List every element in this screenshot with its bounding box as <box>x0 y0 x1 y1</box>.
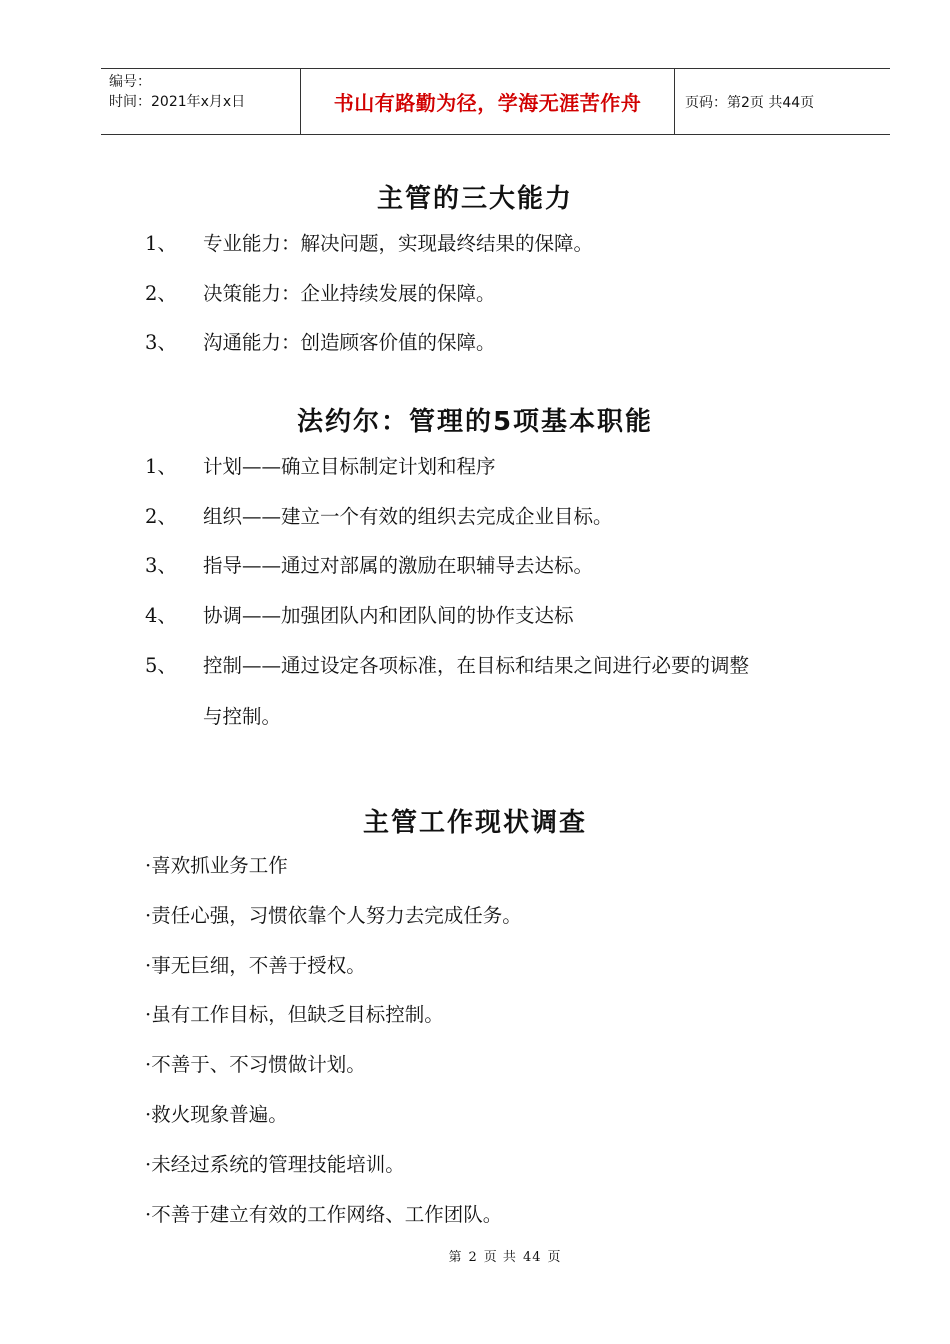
item-text: 沟通能力：创造顾客价值的保障。 <box>203 331 496 354</box>
item-text: 协调——加强团队内和团队间的协作支达标 <box>203 604 574 627</box>
survey-item: ·救火现象普遍。 <box>145 1103 288 1126</box>
item-text: 指导——通过对部属的激励在职辅导去达标。 <box>203 554 594 577</box>
item-text: 专业能力：解决问题，实现最终结果的保障。 <box>203 232 594 255</box>
item-text: 决策能力：企业持续发展的保障。 <box>203 282 496 305</box>
item-number: 1、 <box>145 232 177 255</box>
survey-item: ·喜欢抓业务工作 <box>145 854 288 877</box>
item-text: 控制——通过设定各项标准，在目标和结果之间进行必要的调整 <box>203 654 750 677</box>
header-motto: 书山有路勤为径，学海无涯苦作舟 <box>301 69 675 134</box>
survey-item: ·不善于、不习惯做计划。 <box>145 1053 366 1076</box>
document-number-label: 编号： <box>109 74 151 90</box>
section2-title: 法约尔：管理的5项基本职能 <box>296 407 654 437</box>
footer-page-number: 2 <box>468 1250 478 1265</box>
item-number: 1、 <box>145 455 177 478</box>
item-number: 2、 <box>145 505 177 528</box>
item-number: 3、 <box>145 331 177 354</box>
item-text-continuation: 与控制。 <box>203 705 282 728</box>
footer-mid: 页 共 <box>483 1250 517 1265</box>
section1-title: 主管的三大能力 <box>376 184 573 214</box>
footer-prefix: 第 <box>448 1250 463 1265</box>
item-number: 5、 <box>145 654 177 677</box>
survey-item: ·不善于建立有效的工作网络、工作团队。 <box>145 1203 503 1226</box>
header-meta <box>101 69 301 134</box>
header-page-code: 页码：第2页 共44页 <box>685 94 815 111</box>
item-text: 组织——建立一个有效的组织去完成企业目标。 <box>203 505 613 528</box>
document-header <box>101 68 890 135</box>
survey-item: ·责任心强，习惯依靠个人努力去完成任务。 <box>145 904 522 927</box>
survey-item: ·虽有工作目标，但缺乏目标控制。 <box>145 1003 444 1026</box>
survey-item: ·未经过系统的管理技能培训。 <box>145 1153 405 1176</box>
document-time-label: 时间：2021年x月x日 <box>109 94 246 110</box>
section3-title: 主管工作现状调查 <box>362 808 587 838</box>
item-number: 2、 <box>145 282 177 305</box>
item-text: 计划——确立目标制定计划和程序 <box>203 455 496 478</box>
item-number: 3、 <box>145 554 177 577</box>
footer-total-pages: 44 <box>522 1250 542 1265</box>
survey-item: ·事无巨细，不善于授权。 <box>145 954 366 977</box>
item-number: 4、 <box>145 604 177 627</box>
page-footer <box>0 1246 950 1265</box>
footer-suffix: 页 <box>547 1250 562 1265</box>
